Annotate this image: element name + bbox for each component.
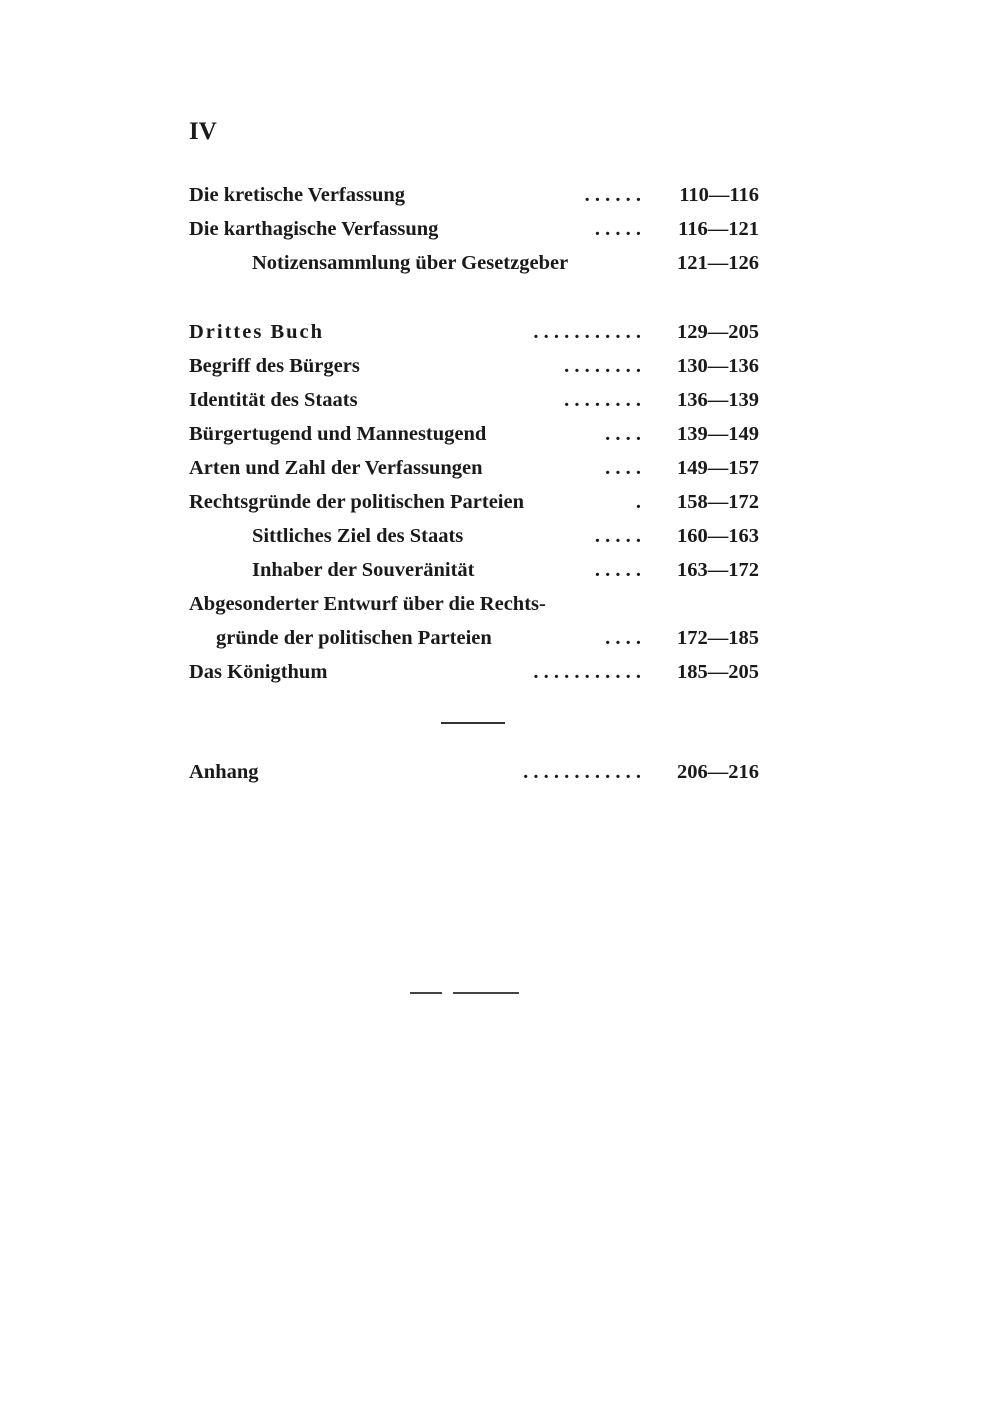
toc-entry-pages: 163—172 bbox=[677, 559, 759, 581]
leader-dots: . . . . . bbox=[594, 218, 641, 240]
toc-entry-pages: 206—216 bbox=[677, 761, 759, 783]
toc-entry-title: Rechtsgründe der politischen Parteien bbox=[189, 491, 524, 513]
toc-entry-karthagische-verfassung bbox=[189, 212, 759, 246]
toc-entry-identitaet-des-staats bbox=[189, 383, 759, 417]
toc-entry-title: Die karthagische Verfassung bbox=[189, 218, 439, 240]
toc-entry-buergertugend bbox=[189, 417, 759, 451]
toc-entry-pages: 149—157 bbox=[677, 457, 759, 479]
toc-entry-title: gründe der politischen Parteien bbox=[216, 627, 492, 649]
toc-entry-begriff-des-buergers bbox=[189, 349, 759, 383]
toc-section-title: Drittes Buch bbox=[189, 321, 325, 343]
toc-entry-title: Die kretische Verfassung bbox=[189, 184, 406, 206]
toc-entry-rechtsgruende bbox=[189, 485, 759, 519]
toc-entry-pages: 129—205 bbox=[677, 321, 759, 343]
leader-dots: . . . . bbox=[605, 457, 641, 479]
leader-dots: . . . . . bbox=[594, 525, 641, 547]
leader-dots: . . . . . . bbox=[584, 184, 641, 206]
toc-entry-sittliches-ziel bbox=[189, 519, 759, 553]
toc-entry-pages: 116—121 bbox=[678, 218, 759, 240]
toc-entry-title: Abgesonderter Entwurf über die Rechts- bbox=[189, 593, 546, 615]
toc-entry-pages: 172—185 bbox=[677, 627, 759, 649]
end-ornament-rule-left bbox=[410, 992, 442, 994]
toc-entry-koenigthum bbox=[189, 655, 759, 689]
toc-entry-pages: 158—172 bbox=[677, 491, 759, 513]
toc-entry-pages: 130—136 bbox=[677, 355, 759, 377]
toc-entry-title: Arten und Zahl der Verfassungen bbox=[189, 457, 483, 479]
end-ornament-rule-right bbox=[453, 992, 519, 994]
toc-entry-title: Bürgertugend und Mannestugend bbox=[189, 423, 487, 445]
leader-dots: . . . . . . . . . . . . bbox=[523, 761, 641, 783]
toc-entry-pages: 160—163 bbox=[677, 525, 759, 547]
section-divider bbox=[441, 722, 505, 724]
toc-entry-pages: 110—116 bbox=[679, 184, 759, 206]
section-gap bbox=[189, 280, 759, 315]
leader-dots: . . . . . . . . . . . bbox=[533, 321, 641, 343]
toc-entry-pages: 136—139 bbox=[677, 389, 759, 411]
leader-dots: . . . . bbox=[605, 423, 641, 445]
toc-entry-drittes-buch bbox=[189, 315, 759, 349]
toc-entry-title: Das Königthum bbox=[189, 661, 328, 683]
toc-entry-pages: 121—126 bbox=[677, 252, 759, 274]
toc-entry-abgesonderter-entwurf-cont bbox=[189, 621, 759, 655]
toc-entry-pages: 139—149 bbox=[677, 423, 759, 445]
toc-entry-title: Notizensammlung über Gesetzgeber bbox=[252, 252, 569, 274]
leader-dots: . . . . . . . . . . . bbox=[533, 661, 641, 683]
toc-entry-title: Identität des Staats bbox=[189, 389, 358, 411]
toc-entry-arten-und-zahl bbox=[189, 451, 759, 485]
leader-dots: . . . . . bbox=[594, 559, 641, 581]
table-of-contents bbox=[189, 178, 759, 689]
leader-dots: . . . . . . . . bbox=[564, 389, 641, 411]
toc-entry-kretische-verfassung bbox=[189, 178, 759, 212]
leader-dots: . bbox=[635, 491, 641, 513]
leader-dots: . . . . . . . . bbox=[564, 355, 641, 377]
toc-entry-inhaber-der-souveraenitaet bbox=[189, 553, 759, 587]
toc-entry-anhang bbox=[189, 755, 759, 789]
toc-entry-title: Sittliches Ziel des Staats bbox=[252, 525, 464, 547]
toc-entry-title: Anhang bbox=[189, 761, 259, 783]
toc-entry-title: Begriff des Bürgers bbox=[189, 355, 360, 377]
toc-entry-title: Inhaber der Souveränität bbox=[252, 559, 475, 581]
toc-entry-pages: 185—205 bbox=[677, 661, 759, 683]
page-number: IV bbox=[189, 118, 217, 145]
leader-dots: . . . . bbox=[605, 627, 641, 649]
toc-entry-abgesonderter-entwurf bbox=[189, 587, 759, 621]
toc-appendix bbox=[189, 755, 759, 789]
toc-entry-notizensammlung bbox=[189, 246, 759, 280]
